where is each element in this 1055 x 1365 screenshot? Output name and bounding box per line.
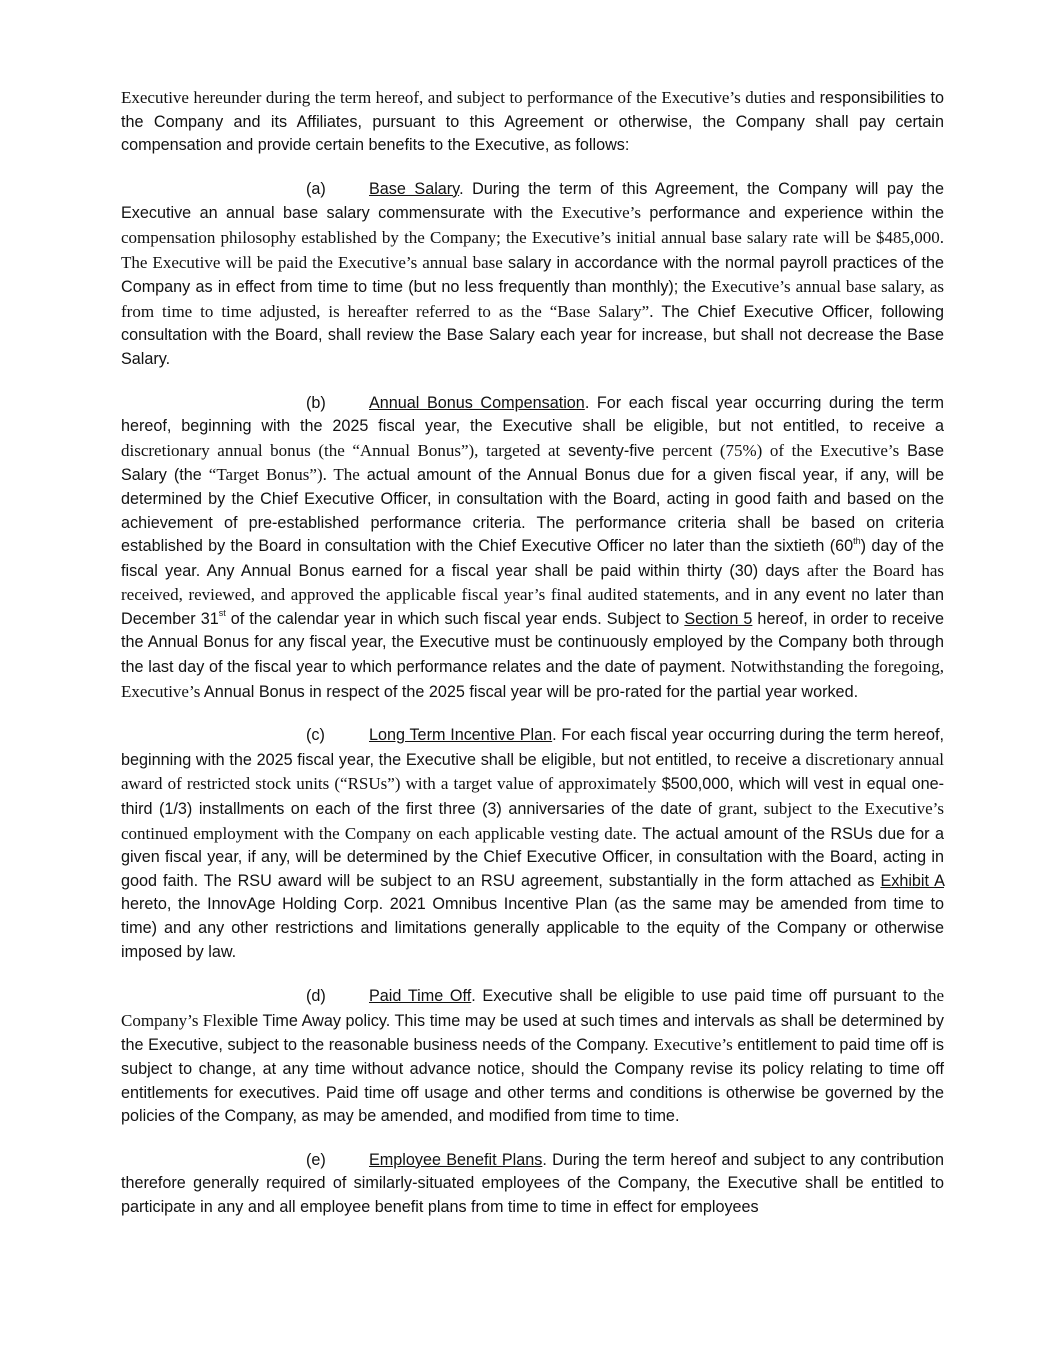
section-b-title: Annual Bonus Compensation <box>369 393 585 412</box>
section-b-annual-bonus <box>121 392 944 705</box>
section-c-number: (c) <box>306 726 325 745</box>
section-b-text: ) day of the fiscal year. Any Annual Bonus earned for a fiscal year shall be paid within thirty (30) days <box>121 537 944 580</box>
section-c-text: discretionary annual award of restricted stock units (“RSUs”) with a target value of approximately <box>121 749 945 794</box>
section-b-text: Notwithstanding the foregoing, Executive’s <box>121 657 944 701</box>
section-e-title: Employee Benefit Plans <box>369 1150 543 1169</box>
section-c-text: hereto, the InnovAge Holding Corp. 2021 Omnibus Incentive Plan (as the same may be amended from time to time) and any other restrictions and limitations generally applicable to the equity of the Company or otherwise imposed by law. <box>121 895 944 961</box>
section-d-text: ible Time Away policy. This time may be used at such times and intervals as shall be determined by the Executive, subject to the reasonable business needs of the Company. <box>121 1011 944 1055</box>
section-a-text: compensation philosophy established by the Company; the Executive’s initial annual base salary rate will be $485,000. The Executive will be paid the Executive’s annual base <box>121 227 944 272</box>
ordinal-superscript: th <box>853 535 861 546</box>
section-c-text: . For each fiscal year occurring during the term hereof, beginning with the 2025 fiscal year, the Executive shall be eligible, but not entitled, to receive a <box>121 726 945 769</box>
intro-text: responsibilities to the Company and its Affiliates, pursuant to this Agreement or otherwise, the Company shall pay certain compensation and provide certain benefits to the Executive, as follows: <box>121 89 944 155</box>
section-e-number: (e) <box>306 1150 326 1169</box>
section-a-text: Executive’s annual base salary, as from time to time adjusted, is hereafter referred to as the “Base Salary”. <box>121 277 944 321</box>
section-b-text: percent (75%) of the Executive’s <box>662 440 900 460</box>
intro-paragraph <box>121 86 944 158</box>
section-c-text: $500,000, which will vest in equal one-third (1/3) installments on each of the first three (3) anniversaries of the date of <box>121 775 945 819</box>
section-a-text: Executive’s <box>561 203 641 223</box>
section-a-text: performance and experience within the <box>641 204 944 223</box>
section-5-reference: Section 5 <box>684 609 753 628</box>
section-b-text: of the calendar year in which such fiscal year ends. Subject to <box>225 609 685 628</box>
section-a-base-salary <box>121 178 944 372</box>
section-e-text: . During the term hereof and subject to any contribution therefore generally required of similarly-situated employees of the Company, the Executive shall be entitled to participate in any and all employee benefit plans from time to time in effect for employees <box>121 1150 944 1216</box>
section-a-text: The Chief Executive Officer, following consultation with the Board, shall review the Base Salary each year for increase, but shall not decrease the Base Salary. <box>121 302 945 368</box>
section-c-text: grant, subject to the Executive’s continued employment with the Company on each applicable vesting date. <box>121 799 944 843</box>
section-d-paid-time-off <box>121 984 944 1129</box>
ordinal-superscript: st <box>218 608 226 619</box>
intro-text-serif: Executive hereunder during the term hereof, and subject to performance of the Executive’s duties and <box>121 88 815 107</box>
section-c-text: The actual amount of the RSUs due for a given fiscal year, if any, will be determined by the Chief Executive Officer, in consultation with the Board, acting in good faith. The RSU award will be subject to an RSU agreement, substantially in the form attached as <box>121 824 944 890</box>
section-e-employee-benefits <box>121 1149 944 1220</box>
section-c-long-term-incentive <box>121 724 944 964</box>
section-d-text: Executive’s <box>653 1035 733 1055</box>
section-a-title: Base Salary <box>369 179 460 198</box>
section-b-text: actual amount of the Annual Bonus due for a given fiscal year, if any, will be determined by the Chief Executive Officer, in consultation with the Board, acting in good faith and based on the achievement of pre-established performance criteria. The performance criteria shall be based on criteria established by the Board in consultation with the Chief Executive Officer no later than the sixtieth (60 <box>121 466 944 556</box>
section-b-text: Annual Bonus in respect of the 2025 fiscal year will be pro-rated for the partial year worked. <box>200 682 859 701</box>
section-d-text: the Company’s Flex <box>121 986 945 1030</box>
section-d-number: (d) <box>306 987 326 1006</box>
section-b-number: (b) <box>306 393 326 412</box>
section-b-text: in any event no later than December 31 <box>121 586 944 628</box>
section-b-text: Base Salary (the <box>121 441 944 485</box>
section-b-text: after the Board has received, reviewed, and approved the applicable fiscal year’s final audited statements, and <box>121 560 944 605</box>
section-b-text: seventy-five <box>560 441 663 460</box>
section-c-title: Long Term Incentive Plan <box>369 726 553 745</box>
section-a-text: salary in accordance with the normal payroll practices of the Company as in effect from time to time (but no less frequently than monthly); the <box>121 253 944 297</box>
exhibit-a-reference: Exhibit A <box>880 871 944 890</box>
section-b-text: “Target Bonus”). The <box>208 465 360 485</box>
section-b-text: . For each fiscal year occurring during the term hereof, beginning with the 2025 fiscal year, the Executive shall be eligible, but not entitled, to receive a <box>121 393 944 436</box>
section-d-text: entitlement to paid time off is subject to change, at any time without advance notice, should the Company revise its policy relating to time off entitlements for executives. Paid time off usage and other terms and conditions is otherwise be governed by the policies of the Company, as may be amended, and modified from time to time. <box>121 1036 944 1126</box>
section-b-text: hereof, in order to receive the Annual Bonus for any fiscal year, the Executive must be continuously employed by the Company both through the last day of the fiscal year to which performance relates and the date of payment. <box>121 609 944 677</box>
document-page <box>121 86 944 1240</box>
section-d-title: Paid Time Off <box>369 987 472 1006</box>
section-d-text: . Executive shall be eligible to use paid time off pursuant to <box>471 987 924 1006</box>
section-a-text: . During the term of this Agreement, the Company will pay the Executive an annual base salary commensurate with the <box>121 179 944 223</box>
section-a-number: (a) <box>306 179 326 198</box>
section-b-text: discretionary annual bonus (the “Annual Bonus”), targeted at <box>121 440 561 460</box>
